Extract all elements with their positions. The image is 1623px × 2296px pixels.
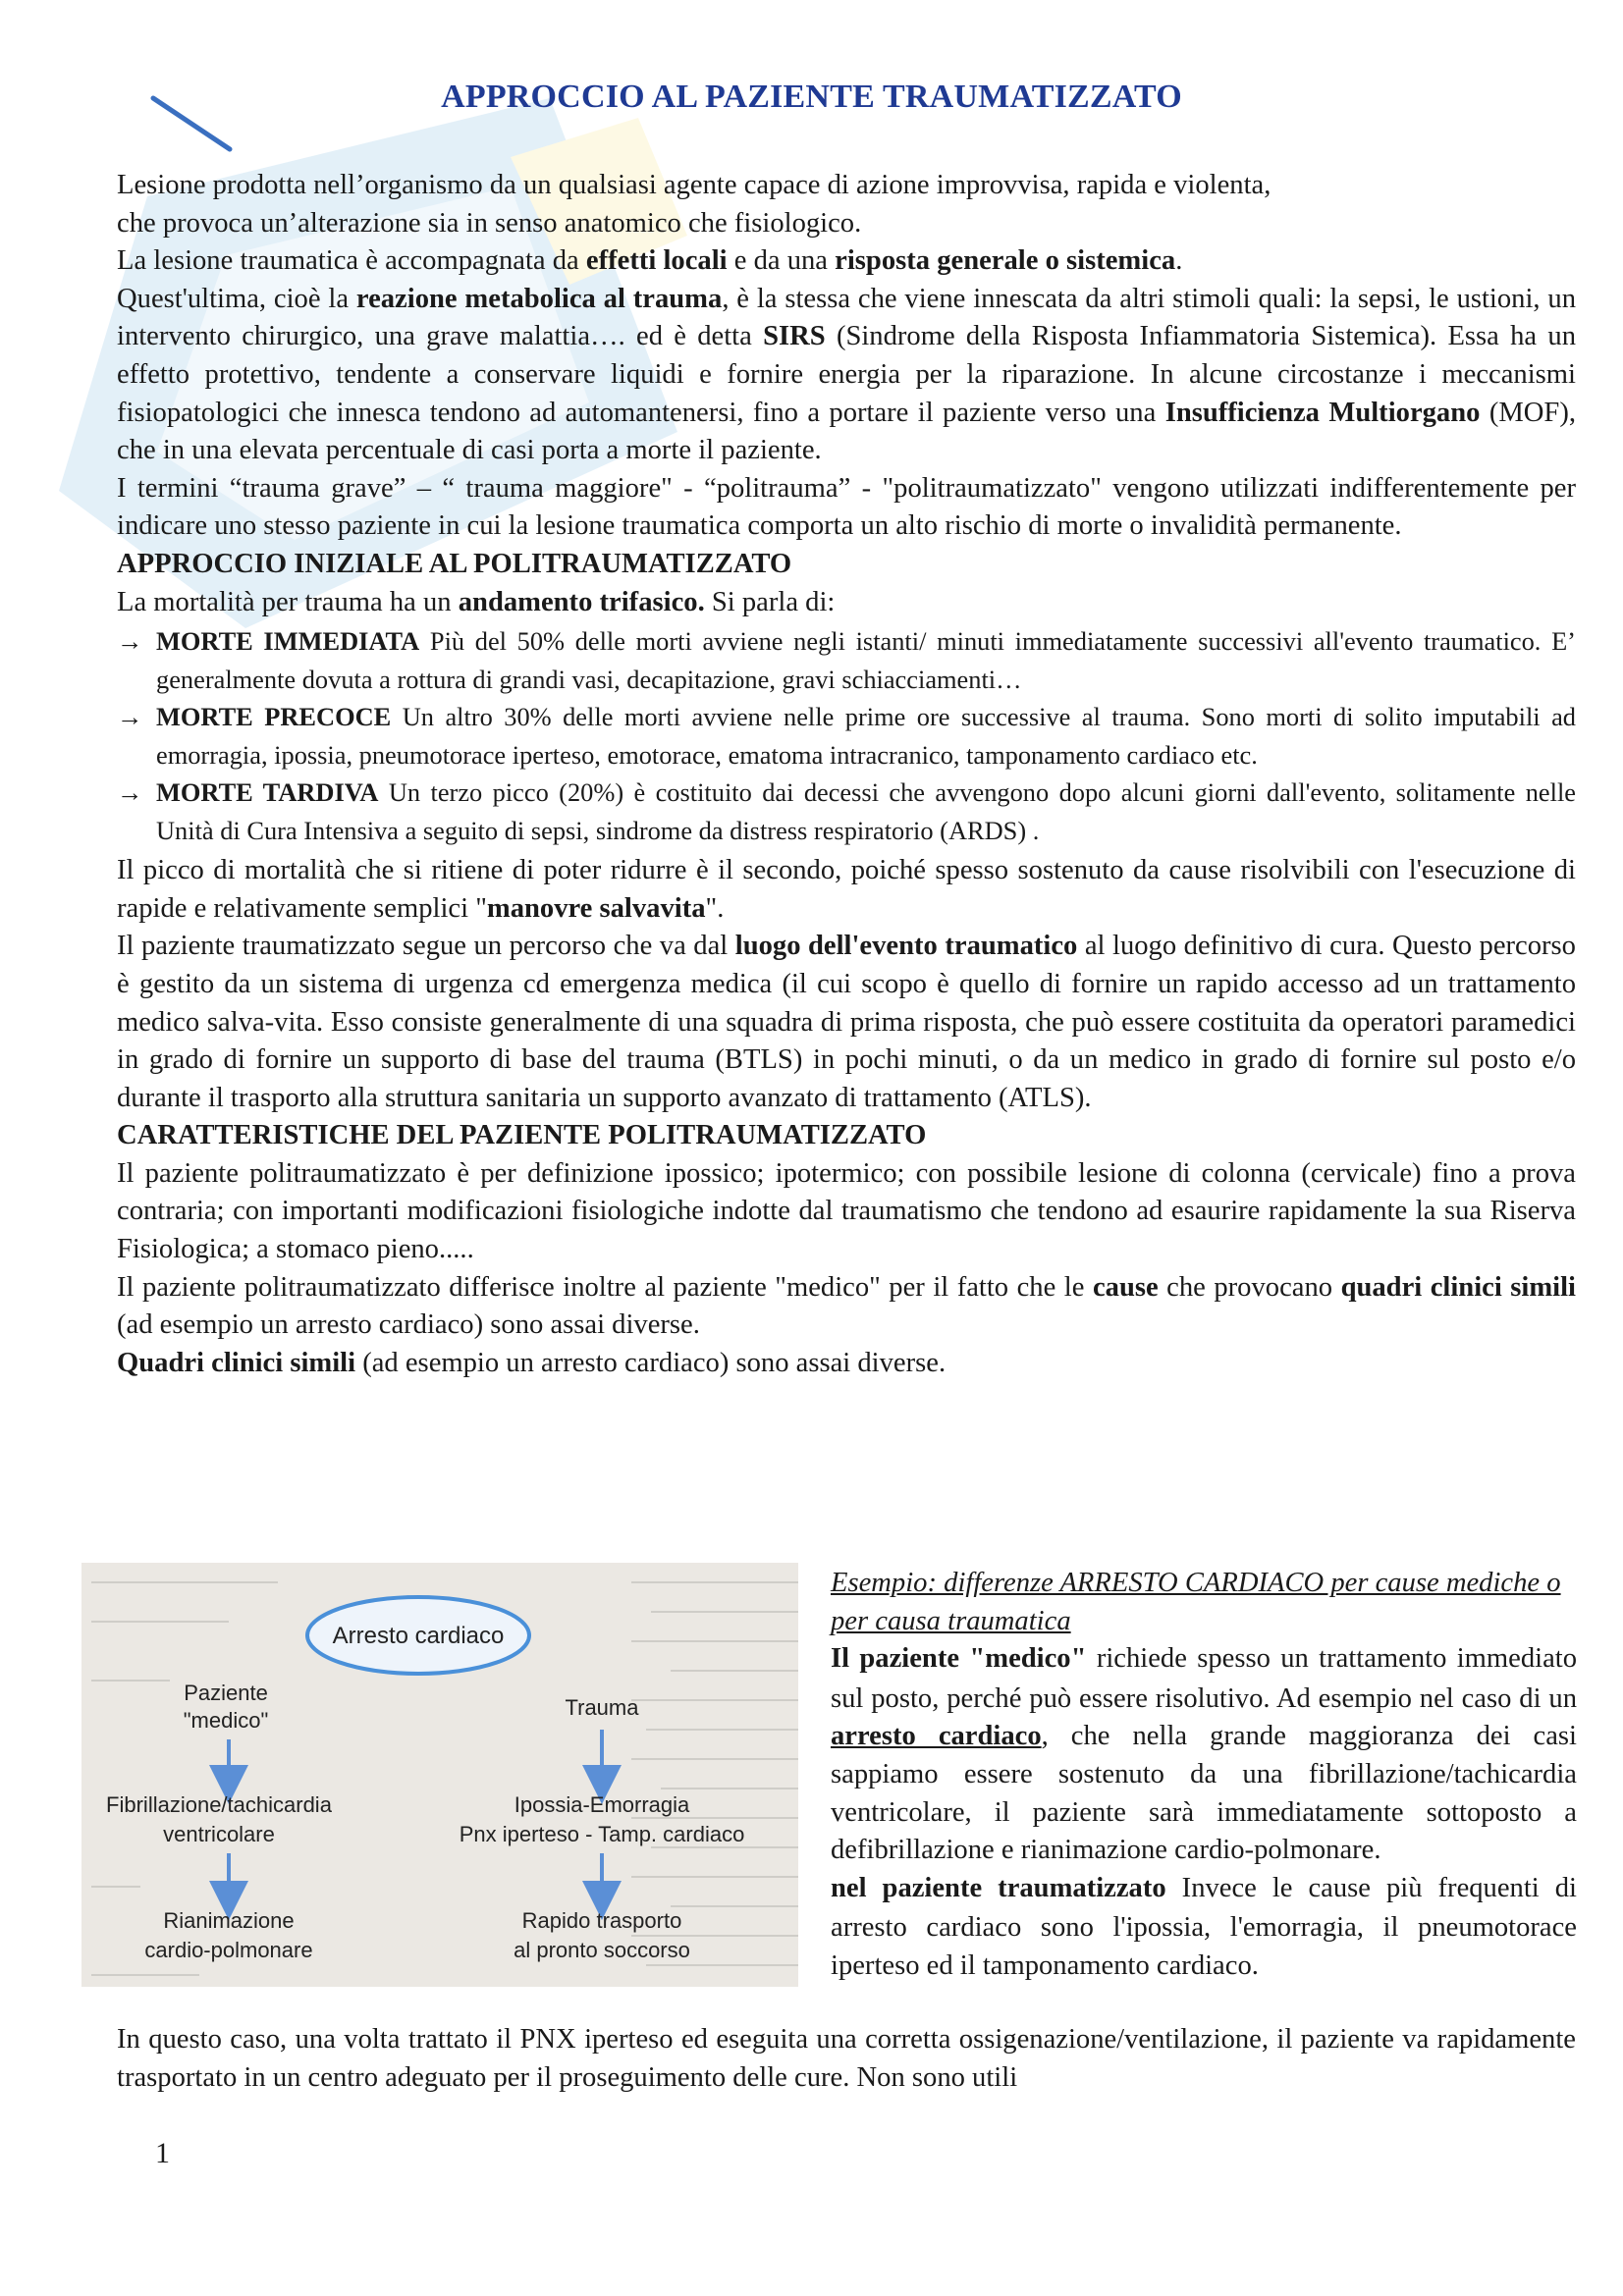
intro-paragraph-2: La lesione traumatica è accompagnata da effetti locali e da una risposta generale o sistemica.	[117, 245, 1183, 277]
arrow-right-icon: →	[117, 702, 143, 732]
list-item: → MORTE TARDIVA Un terzo picco (20%) è costituito dai decessi che avvengono dopo alcuni giorni dall'evento, solitamente nelle Unità di Cura Intensiva a seguito di sepsi, sindrome da distress respiratorio (ARDS) .	[117, 774, 1576, 848]
diagram-right-bot-2: al pronto soccorso	[514, 1938, 690, 1962]
example-trauma-paragraph: nel paziente traumatizzato Invece le cause più frequenti di arresto cardiaco sono l'ipossia, l'emorragia, il pneumotorace iperteso ed il tamponamento cardiaco.	[831, 1872, 1577, 1981]
mortality-list	[117, 623, 1576, 848]
arrow-right-icon: →	[117, 777, 143, 808]
diagram-left-mid-1: Fibrillazione/tachicardia	[106, 1792, 332, 1817]
arrow-right-icon: →	[117, 626, 143, 657]
intro-paragraph-1: Lesione prodotta nell’organismo da un qualsiasi agente capace di azione improvvisa, rapida e violenta, che provoca un’alterazione sia in senso anatomico che fisiologico.	[117, 170, 1271, 239]
closing-paragraph: In questo caso, una volta trattato il PNX iperteso ed eseguita una corretta ossigenazione/ventilazione, il paziente va rapidamente trasportato in un centro adeguato per il proseguimento delle cure. Non sono utili	[117, 2024, 1576, 2093]
list-item: → MORTE PRECOCE Un altro 30% delle morti avviene nelle prime ore successive al trauma. Sono morti di solito imputabili ad emorragia, ipossia, pneumotorace iperteso, emotorace, ematoma intracranico, tamponamento cardiaco etc.	[117, 699, 1576, 773]
characteristics-paragraph: Il paziente politraumatizzato è per definizione ipossico; ipotermico; con possibile lesione di colonna (cervicale) fino a prova contraria; con importanti modificazioni fisiologiche indotte dal traumatismo che tendono ad esaurire rapidamente la sua Riserva Fisiologica; a stomaco pieno.....	[117, 1157, 1576, 1265]
diagram-left-head-1: Paziente	[184, 1681, 268, 1705]
section-heading-caratteristiche: CARATTERISTICHE DEL PAZIENTE POLITRAUMATIZZATO	[117, 1120, 927, 1151]
example-column	[831, 1565, 1577, 1986]
repeated-paragraph: Quadri clinici simili (ad esempio un arresto cardiaco) sono assai diverse.	[117, 1347, 947, 1378]
section-heading-approccio: APPROCCIO INIZIALE AL POLITRAUMATIZZATO	[117, 548, 792, 579]
diagram-right-head: Trauma	[565, 1695, 639, 1720]
example-medico-paragraph: Il paziente "medico" richiede spesso un trattamento immediato sul posto, perché può essere risolutivo. Ad esempio nel caso di un arresto cardiaco, che nella grande maggioranza dei casi sappiamo essere sostenuto da una fibrillazione/tachicardia ventricolare, il paziente sarà immediatamente sottoposto a defibrillazione e rianimazione cardio-polmonare.	[831, 1643, 1578, 1866]
intro-paragraph-3: Quest'ultima, cioè la reazione metabolica al trauma, è la stessa che viene innescata da altri stimoli quali: la sepsi, le ustioni, un intervento chirurgico, una grave malattia…. ed è detta SIRS (Sindrome della Risposta Infiammatoria Sistemica). Essa ha un effetto protettivo, tendente a conservare liquidi e fornire energia per la riparazione. In alcune circostanze i meccanismi fisiopatologici che innesca tendono ad automantenersi, fino a portare il paziente verso una Insufficienza Multiorgano (MOF), che in una elevata percentuale di casi porta a morte il paziente.	[117, 283, 1577, 466]
diagram-left-head-2: "medico"	[183, 1708, 269, 1733]
diagram-top-label: Arresto cardiaco	[332, 1623, 505, 1649]
diagram-left-mid-2: ventricolare	[163, 1822, 275, 1846]
peak-paragraph: Il picco di mortalità che si ritiene di poter ridurre è il secondo, poiché spesso sostenuto da cause risolvibili con l'esecuzione di rapide e relativamente semplici "manovre salvavita".	[117, 855, 1576, 924]
page-number: 1	[155, 2137, 170, 2169]
mortality-paragraph: La mortalità per trauma ha un andamento trifasico. Si parla di:	[117, 586, 836, 617]
example-title: Esempio: differenze ARRESTO CARDIACO per cause mediche o per causa traumatica	[831, 1568, 1561, 1636]
pathway-paragraph: Il paziente traumatizzato segue un percorso che va dal luogo dell'evento traumatico al luogo definitivo di cura. Questo percorso è gestito da un sistema di urgenza cd emergenza medica (il cui scopo è quello di fornire un rapido accesso ad un trattamento medico salva-vita. Esso consiste generalmente di una squadra di prima risposta, che può essere costituita da operatori paramedici in grado di fornire un supporto di base del trauma (BTLS) in pochi minuti, o da un medico in grado di fornire sul posto e/o durante il trasporto alla struttura sanitaria un supporto avanzato di trattamento (ATLS).	[117, 931, 1576, 1113]
cardiac-arrest-diagram	[81, 1563, 798, 1987]
main-text	[117, 167, 1576, 1382]
diagram-left-bot-2: cardio-polmonare	[144, 1938, 313, 1962]
diagram-left-bot-1: Rianimazione	[163, 1908, 295, 1933]
diagram-right-mid-2: Pnx iperteso - Tamp. cardiaco	[459, 1822, 745, 1846]
intro-paragraph-4: I termini “trauma grave” – “ trauma maggiore" - “politrauma” - "politraumatizzato" vengono utilizzati indifferentemente per indicare uno stesso paziente in cui la lesione traumatica comporta un alto rischio di morte o invalidità permanente.	[117, 472, 1576, 542]
diagram-right-mid-1: Ipossia-Emorragia	[514, 1792, 690, 1817]
closing-text	[117, 2021, 1576, 2097]
difference-paragraph: Il paziente politraumatizzato differisce inoltre al paziente "medico" per il fatto che le cause che provocano quadri clinici simili (ad esempio un arresto cardiaco) sono assai diverse.	[117, 1271, 1577, 1341]
list-item: → MORTE IMMEDIATA Più del 50% delle morti avviene negli istanti/ minuti immediatamente successivi all'evento traumatico. E’ generalmente dovuta a rottura di grandi vasi, decapitazione, gravi schiacciamenti…	[117, 623, 1576, 697]
page-title: APPROCCIO AL PAZIENTE TRAUMATIZZATO	[441, 79, 1182, 115]
diagram-right-bot-1: Rapido trasporto	[521, 1908, 682, 1933]
